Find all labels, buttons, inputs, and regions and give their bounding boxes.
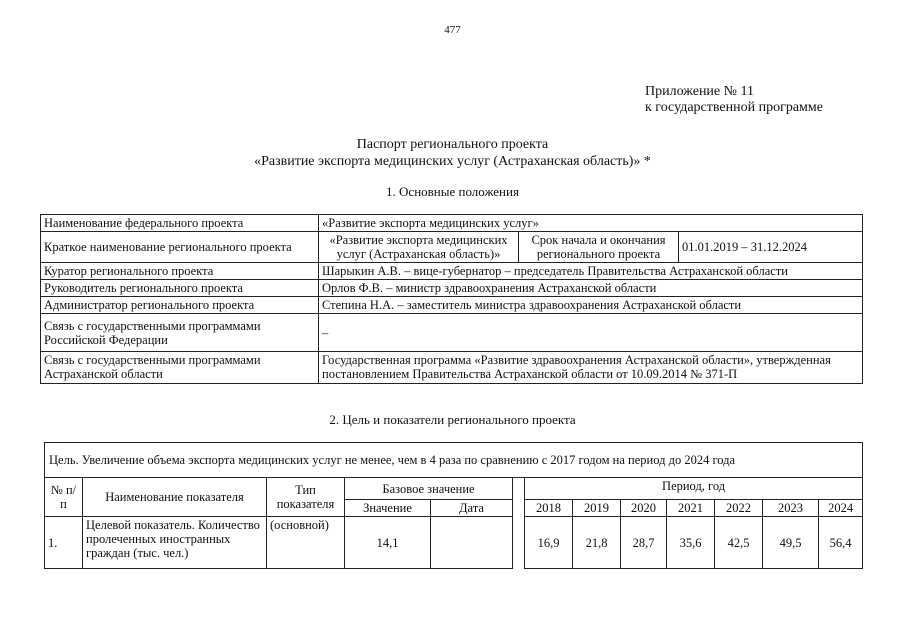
basic-provisions-table — [40, 214, 863, 384]
header-period: Период, год — [525, 478, 863, 500]
region-programs-value: Государственная программа «Развитие здравоохранения Астраханской области», утвержденная постановлением Правительства Астраханской области от 10.09.2014 № 371-П — [319, 352, 863, 384]
value-2019: 21,8 — [573, 517, 621, 569]
appendix-line-2: к государственной программе — [645, 100, 823, 115]
header-base-value: Базовое значение — [345, 478, 513, 500]
goal-row: Цель. Увеличение объема экспорта медицинских услуг не менее, чем в 4 раза по сравнению с 2017 годом на период до 2024 года — [45, 443, 863, 478]
header-number: № п/п — [45, 478, 83, 517]
short-name-value: «Развитие экспорта медицинских услуг (Астраханская область)» — [319, 232, 519, 263]
title-line-2: «Развитие экспорта медицинских услуг (Астраханская область)» * — [254, 154, 651, 169]
value-2020: 28,7 — [621, 517, 667, 569]
region-programs-label: Связь с государственными программами Астраханской области — [41, 352, 319, 384]
year-2024: 2024 — [819, 500, 863, 517]
indicator-type: (основной) — [267, 517, 345, 569]
year-2018: 2018 — [525, 500, 573, 517]
head-value: Орлов Ф.В. – министр здравоохранения Астраханской области — [319, 280, 863, 297]
section-heading-1: 1. Основные положения — [386, 184, 519, 199]
header-indicator-name: Наименование показателя — [83, 478, 267, 517]
year-2023: 2023 — [763, 500, 819, 517]
admin-label: Администратор регионального проекта — [41, 297, 319, 314]
value-2022: 42,5 — [715, 517, 763, 569]
term-label: Срок начала и окончания регионального проекта — [519, 232, 679, 263]
header-base-value-number: Значение — [345, 500, 431, 517]
year-2020: 2020 — [621, 500, 667, 517]
document-title — [0, 136, 905, 170]
spacer-column — [513, 478, 525, 569]
page-number: 477 — [444, 24, 461, 36]
term-value: 01.01.2019 – 31.12.2024 — [679, 232, 863, 263]
section-heading-2: 2. Цель и показатели регионального проекта — [329, 412, 576, 427]
value-2023: 49,5 — [763, 517, 819, 569]
rf-programs-label: Связь с государственными программами Российской Федерации — [41, 314, 319, 352]
base-value: 14,1 — [345, 517, 431, 569]
row-number: 1. — [45, 517, 83, 569]
curator-label: Куратор регионального проекта — [41, 263, 319, 280]
header-indicator-type: Тип показателя — [267, 478, 345, 517]
base-date — [431, 517, 513, 569]
appendix-note — [645, 84, 823, 116]
value-2018: 16,9 — [525, 517, 573, 569]
year-2022: 2022 — [715, 500, 763, 517]
year-2021: 2021 — [667, 500, 715, 517]
admin-value: Степина Н.А. – заместитель министра здравоохранения Астраханской области — [319, 297, 863, 314]
rf-programs-value: – — [319, 314, 863, 352]
value-2024: 56,4 — [819, 517, 863, 569]
curator-value: Шарыкин А.В. – вице-губернатор – председатель Правительства Астраханской области — [319, 263, 863, 280]
value-2021: 35,6 — [667, 517, 715, 569]
indicator-name: Целевой показатель. Количество пролеченных иностранных граждан (тыс. чел.) — [83, 517, 267, 569]
short-name-label: Краткое наименование регионального проекта — [41, 232, 319, 263]
year-2019: 2019 — [573, 500, 621, 517]
appendix-line-1: Приложение № 11 — [645, 84, 754, 99]
header-base-date: Дата — [431, 500, 513, 517]
federal-project-label: Наименование федерального проекта — [41, 215, 319, 232]
indicators-table — [44, 442, 863, 569]
federal-project-value: «Развитие экспорта медицинских услуг» — [319, 215, 863, 232]
title-line-1: Паспорт регионального проекта — [356, 137, 549, 152]
head-label: Руководитель регионального проекта — [41, 280, 319, 297]
